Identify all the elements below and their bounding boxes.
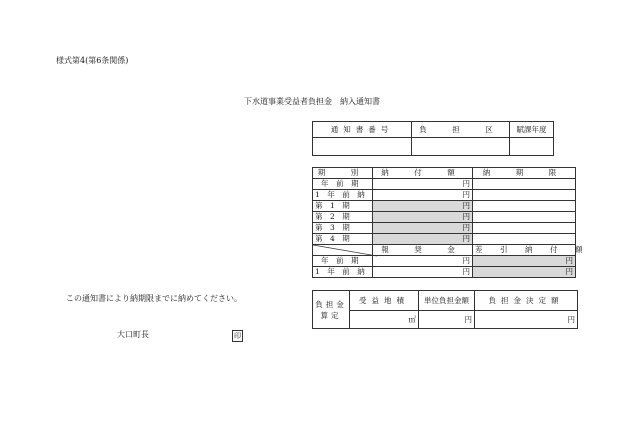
payment-notice-text: この通知書により納期限までに納めてください。 [66,294,242,303]
period-label: 第 3 期 [313,223,373,234]
burden-calculation-table [312,290,578,329]
benefit-area-value: ㎡ [350,311,419,329]
amount-header: 納 付 額 [373,168,473,179]
reward-cell: 円 [373,267,473,278]
period-label: 1 年 前 納 [313,267,373,278]
fiscal-year-value [510,138,554,156]
burden-area-header: 負 担 区 [412,122,510,138]
table-row [313,267,576,278]
amount-cell: 円 [373,223,473,234]
net-amount-cell: 円 [473,256,576,267]
amount-cell: 円 [373,190,473,201]
reward-header: 報 奨 金 [373,245,473,256]
net-amount-cell: 円 [473,267,576,278]
table-row [313,256,576,267]
seal-stamp: 印 [234,332,241,340]
deadline-cell [473,223,576,234]
table-row [313,179,576,190]
amount-cell: 円 [373,212,473,223]
payment-schedule-table [312,167,588,278]
period-label: 1 年 前 納 [313,190,373,201]
document-title: 下水道事業受益者負担金 納入通知書 [244,97,380,106]
deadline-header: 納 期 限 [473,168,576,179]
deadline-cell [473,190,576,201]
amount-cell: 円 [373,201,473,212]
decided-amount-header: 負担金決定額 [475,291,578,311]
notice-number-value [313,138,412,156]
deadline-cell [473,179,576,190]
signer-name: 大口町長 [117,330,149,339]
reward-cell: 円 [373,256,473,267]
table-row [313,234,576,245]
form-label: 様式第4(第6条関係) [56,56,129,65]
period-header: 期 別 [313,168,373,179]
period-label: 第 4 期 [313,234,373,245]
fiscal-year-header: 賦課年度 [510,122,554,138]
table-row [313,190,576,201]
period-label: 年 前 期 [313,179,373,190]
unit-burden-header: 単位負担金額 [419,291,475,311]
amount-cell: 円 [373,234,473,245]
table-row [313,223,576,234]
unit-burden-value: 円 [419,311,475,329]
decided-amount-value: 円 [475,311,578,329]
amount-cell: 円 [373,179,473,190]
notice-number-header: 通知書番号 [313,122,412,138]
period-label: 第 1 期 [313,201,373,212]
table-row [313,201,576,212]
notice-info-table [312,121,554,156]
deadline-cell [473,234,576,245]
burden-area-value [412,138,510,156]
diagonal-line [313,245,377,256]
diagonal-cell [313,245,373,256]
net-amount-header: 差 引 納 付 額 [473,245,576,256]
table-row [313,212,576,223]
deadline-cell [473,201,576,212]
burden-calc-label: 負担金算定 [313,291,350,329]
benefit-area-header: 受益地積 [350,291,419,311]
deadline-cell [473,212,576,223]
period-label: 年 前 期 [313,256,373,267]
period-label: 第 2 期 [313,212,373,223]
